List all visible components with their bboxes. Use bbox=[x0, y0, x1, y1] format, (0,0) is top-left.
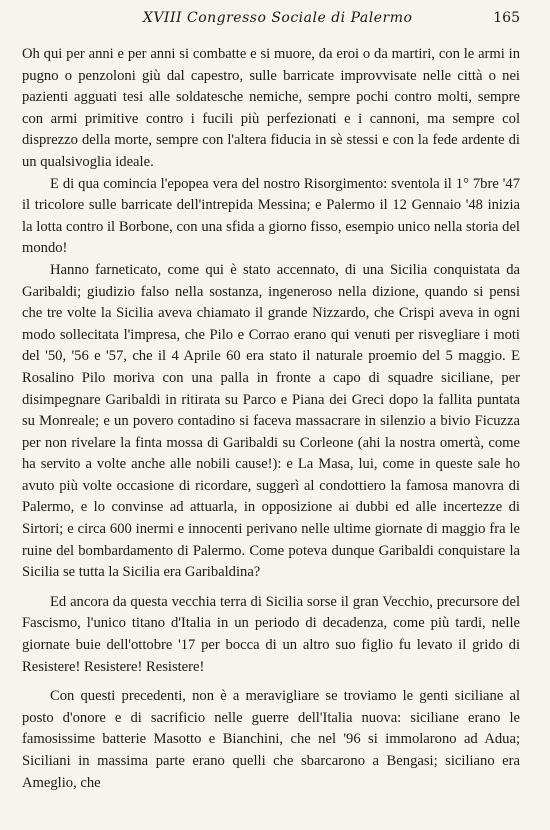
body-text bbox=[22, 44, 520, 794]
paragraph: Ed ancora da questa vecchia terra di Sicilia sorse il gran Vecchio, precursore del Fascismo, l'unico titano d'Italia in un periodo di decadenza, come più tardi, nelle giornate buie dell'ottobre '17 per bocca di un altro suo figlio fu levato il grido di Resistere! Resistere! Resistere! bbox=[22, 593, 520, 675]
paragraph: E di qua comincia l'epopea vera del nostro Risorgimento: sventola il 1° 7bre '47 il tricolore sulle barricate dell'intrepida Messina; e Palermo il 12 Gennaio '48 inizia la lotta contro il Borbone, con una sfida a giorno fisso, esempio unico nella storia del mondo! bbox=[22, 175, 520, 257]
running-head bbox=[22, 10, 520, 34]
running-title: XVIII Congresso Sociale di Palermo bbox=[142, 10, 413, 26]
paragraph: Oh qui per anni e per anni si combatte e si muore, da eroi o da martiri, con le armi in pugno o penzoloni giù dal capestro, sulle barricate improvvisate nelle città o nei pazienti agguati tesi alle soldatesche nemiche, sempre pochi contro molti, sempre con armi primitive contro i fucili più perfezionati e i cannoni, ma sempre col disprezzo della morte, sempre con l'altera fiducia in sè stessi e con la fede ardente di un qualsivoglia ideale. bbox=[22, 46, 520, 170]
paragraph: Hanno farneticato, come qui è stato accennato, di una Sicilia conquistata da Garibaldi; giudizio falso nella sostanza, ingeneroso nella dizione, quando si pensi che tre volte la Sicilia aveva chiamato il grande Nizzardo, che Crispi aveva in ogni modo sollecitata l'impresa, che Pilo e Corrao erano qui venuti per risvegliare i moti del '50, '56 e '57, che il 4 Aprile 60 era stato il naturale proemio del 5 maggio. E Rosalino Pilo moriva con una palla in fronte a capo di squadre siciliane, per disimpegnare Garibaldi in ritirata su Parco e Piana dei Greci dopo la fallita puntata su Monreale; e un povero contadino si faceva massacrare in silenzio a bivio Ficuzza per non rivelare la finta mossa di Garibaldi su Corleone (ahi la nostra omertà, come ha servito a volte anche alle nobili cause!): e La Masa, lui, come in queste sale ho avuto più volte occasione di ricordare, suggerì al condottiero la famosa manovra di Palermo, e lo convinse ad attuarla, in opposizione ai dubbi ed alle incertezze di Sirtori; e circa 600 inermi e innocenti perivano nelle ultime giornate di maggio fra le ruine del bombardamento di Palermo. Come poteva dunque Garibaldi conquistare la Sicilia se tutta la Sicilia era Garibaldina? bbox=[22, 261, 520, 581]
page-number: 165 bbox=[493, 10, 520, 26]
paragraph: Con questi precedenti, non è a meravigliare se troviamo le genti siciliane al posto d'onore e di sacrificio nelle guerre dell'Italia nuova: siciliane erano le famosissime batterie Masotto e Bianchini, che nel '96 si immolarono ad Adua; Siciliani in massima parte erano quelli che sbarcarono a Bengasi; siciliano era Ameglio, che bbox=[22, 688, 520, 791]
